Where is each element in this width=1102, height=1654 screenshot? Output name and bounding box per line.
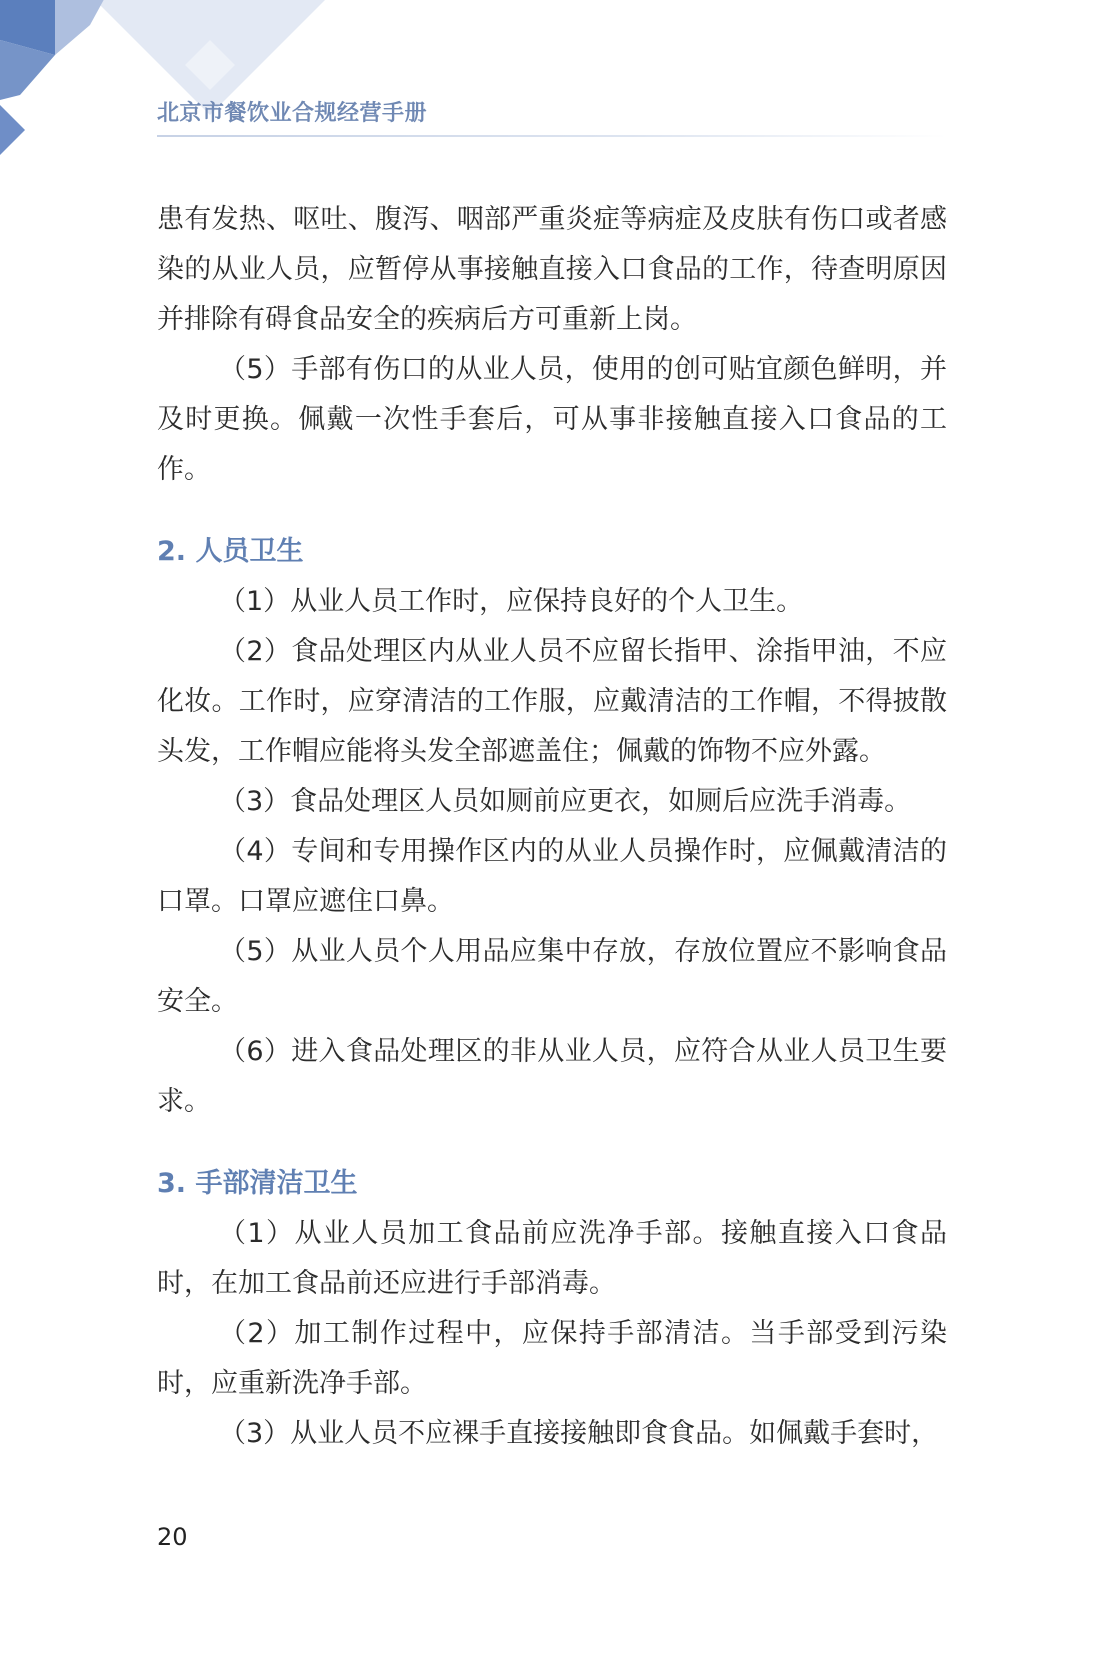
intro-paragraph: 患有发热、呕吐、腹泻、咽部严重炎症等病症及皮肤有伤口或者感染的从业人员，应暂停从事接触直接入口食品的工作，待查明原因并排除有碍食品安全的疾病后方可重新上岗。 [157, 204, 947, 335]
section2-item-2: （2）食品处理区内从业人员不应留长指甲、涂指甲油，不应化妆。工作时，应穿清洁的工作服，应戴清洁的工作帽，不得披散头发，工作帽应能将头发全部遮盖住；佩戴的饰物不应外露。 [157, 636, 947, 767]
section-heading-hand-hygiene: 3. 手部清洁卫生 [157, 1168, 358, 1199]
section3-item-2: （2）加工制作过程中，应保持手部清洁。当手部受到污染时，应重新洗净手部。 [157, 1318, 947, 1399]
section2-item-5: （5）从业人员个人用品应集中存放，存放位置应不影响食品安全。 [157, 936, 947, 1017]
section2-item-3: （3）食品处理区人员如厕前应更衣，如厕后应洗手消毒。 [219, 786, 912, 817]
section2-item-4: （4）专间和专用操作区内的从业人员操作时，应佩戴清洁的口罩。口罩应遮住口鼻。 [157, 836, 947, 917]
section-heading-personnel-hygiene: 2. 人员卫生 [157, 536, 304, 567]
running-header: 北京市餐饮业合规经营手册 [157, 101, 428, 126]
intro-item-5: （5）手部有伤口的从业人员，使用的创可贴宜颜色鲜明，并及时更换。佩戴一次性手套后，可从事非接触直接入口食品的工作。 [157, 354, 947, 485]
section3-item-1: （1）从业人员加工食品前应洗净手部。接触直接入口食品时，在加工食品前还应进行手部消毒。 [157, 1218, 947, 1299]
page-body [157, 195, 947, 1459]
section3-item-3: （3）从业人员不应裸手直接接触即食食品。如佩戴手套时， [219, 1418, 939, 1449]
section2-item-1: （1）从业人员工作时，应保持良好的个人卫生。 [219, 586, 804, 617]
page-number: 20 [157, 1523, 188, 1551]
header-divider [157, 135, 947, 137]
section2-item-6: （6）进入食品处理区的非从业人员，应符合从业人员卫生要求。 [157, 1036, 947, 1117]
